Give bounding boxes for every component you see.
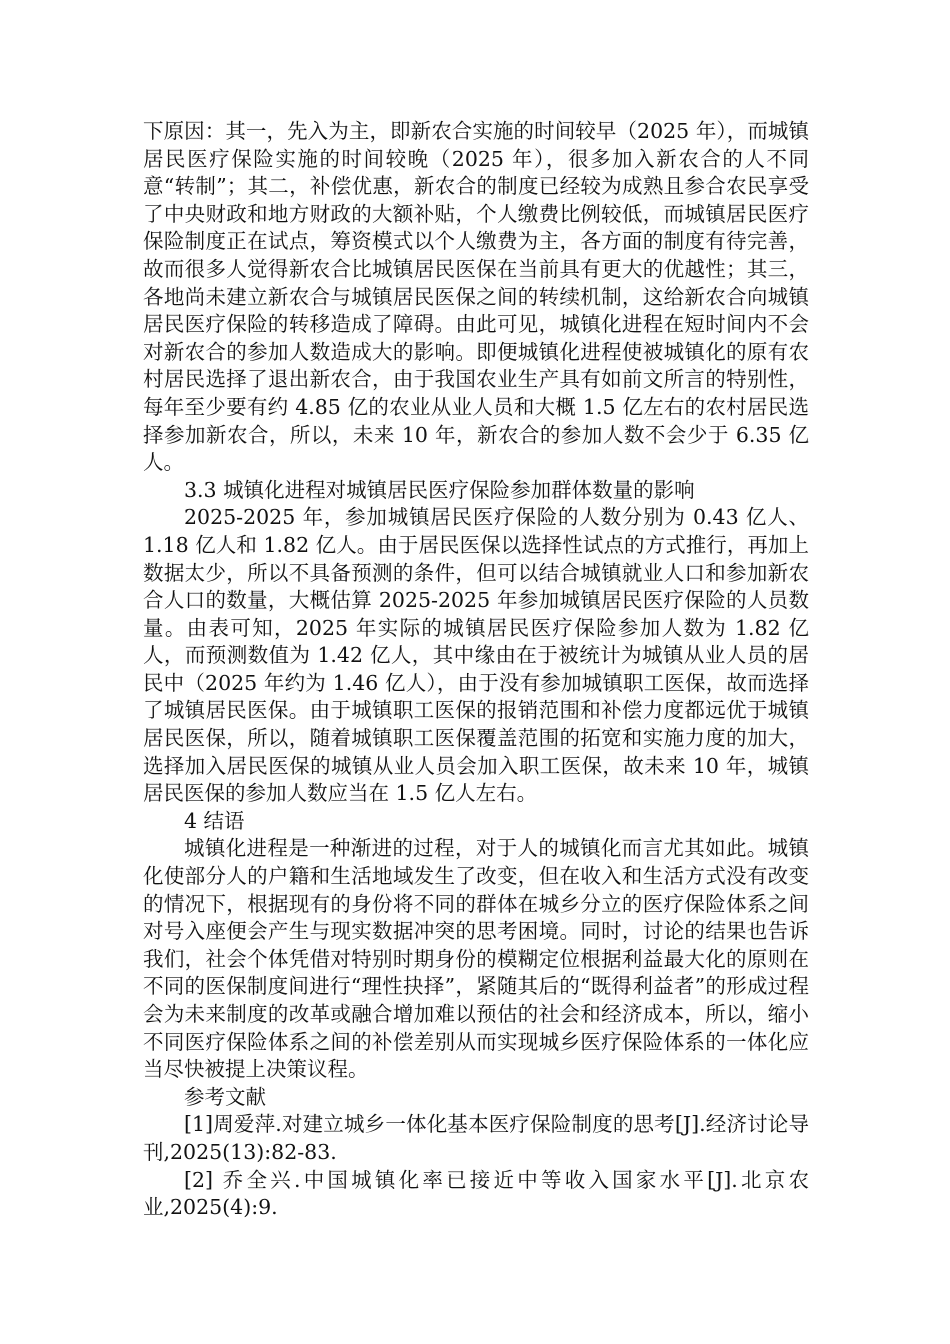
references-heading: 参考文献	[184, 1084, 266, 1109]
paragraph-reasons: 下原因：其一，先入为主，即新农合实施的时间较早（2025 年），而城镇居民医疗保险实施的时间较晚（2025 年），很多加入新农合的人不同意“转制”；其二，补偿优惠，新农合的制度已经较为成熟且参合农民享受了中央财政和地方财政的大额补贴，个人缴费比例较低，而城镇居民医疗保险制度正在试点，筹资模式以个人缴费为主，各方面的制度有待完善，故而很多人觉得新农合比城镇居民医保在当前具有更大的优越性；其三，各地尚未建立新农合与城镇居民医保之间的转续机制，这给新农合向城镇居民医疗保险的转移造成了障碍。由此可见，城镇化进程在短时间内不会对新农合的参加人数造成大的影响。即便城镇化进程使被城镇化的原有农村居民选择了退出新农合，由于我国农业生产具有如前文所言的特别性，每年至少要有约 4.85 亿的农业从业人员和大概 1.5 亿左右的农村居民选择参加新农合，所以，未来 10 年，新农合的参加人数不会少于 6.35 亿人。	[143, 119, 809, 475]
reference-item-1: [1]周爱萍.对建立城乡一体化基本医疗保险制度的思考[J].经济讨论导刊,2025(13):82-83.	[143, 1112, 809, 1164]
section-heading-3-3: 3.3 城镇化进程对城镇居民医疗保险参加群体数量的影响	[184, 477, 695, 502]
document-page	[143, 118, 809, 1222]
paragraph-section-3-3: 2025-2025 年，参加城镇居民医疗保险的人数分别为 0.43 亿人、1.18 亿人和 1.82 亿人。由于居民医保以选择性试点的方式推行，再加上数据太少，所以不具备预测的条件，但可以结合城镇就业人口和参加新农合人口的数量，大概估算 2025-2025 年参加城镇居民医疗保险的人员数量。由表可知，2025 年实际的城镇居民医疗保险参加人数为 1.82 亿人，而预测数值为 1.42 亿人，其中缘由在于被统计为城镇从业人员的居民中（2025 年约为 1.46 亿人），由于没有参加城镇职工医保，故而选择了城镇居民医保。由于城镇职工医保的报销范围和补偿力度都远优于城镇居民医保，所以，随着城镇职工医保覆盖范围的拓宽和实施力度的加大，选择加入居民医保的城镇从业人员会加入职工医保，故未来 10 年，城镇居民医保的参加人数应当在 1.5 亿人左右。	[143, 505, 809, 806]
section-heading-conclusion: 4 结语	[184, 808, 245, 833]
reference-item-2: [2] 乔全兴.中国城镇化率已接近中等收入国家水平[J].北京农业,2025(4):9.	[143, 1167, 809, 1220]
paragraph-conclusion: 城镇化进程是一种渐进的过程，对于人的城镇化而言尤其如此。城镇化使部分人的户籍和生活地域发生了改变，但在收入和生活方式没有改变的情况下，根据现有的身份将不同的群体在城乡分立的医疗保险体系之间对号入座便会产生与现实数据冲突的思考困境。同时，讨论的结果也告诉我们，社会个体凭借对特别时期身份的模糊定位根据利益最大化的原则在不同的医保制度间进行“理性抉择”，紧随其后的“既得利益者”的形成过程会为未来制度的改革或融合增加难以预估的社会和经济成本，所以，缩小不同医疗保险体系之间的补偿差别从而实现城乡医疗保险体系的一体化应当尽快被提上决策议程。	[143, 836, 809, 1082]
